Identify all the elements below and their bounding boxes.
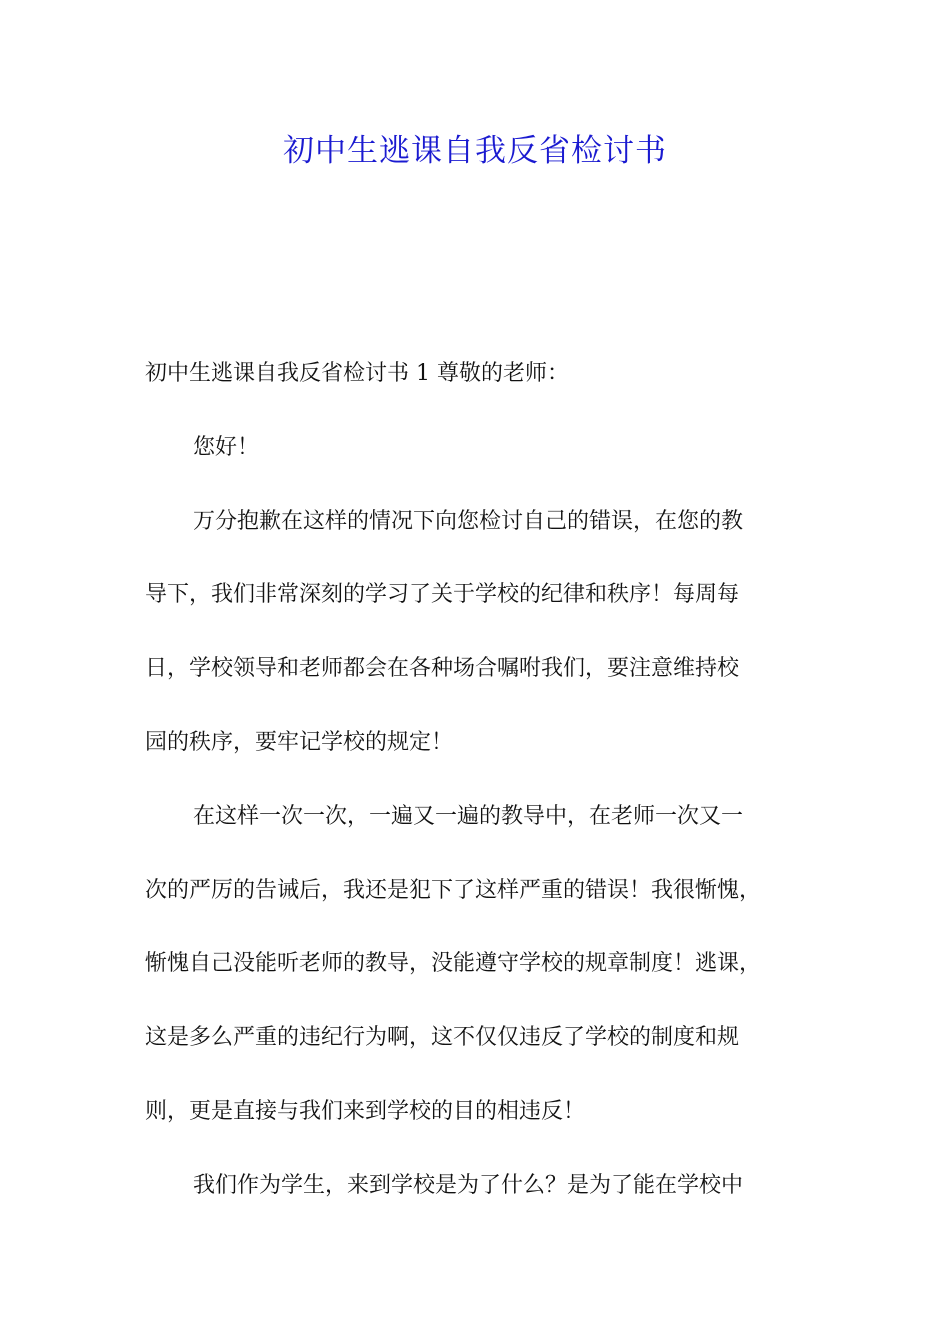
body-line: 导下，我们非常深刻的学习了关于学校的纪律和秩序！每周每 — [145, 582, 740, 608]
body-line: 我们作为学生，来到学校是为了什么？是为了能在学校中 — [193, 1172, 744, 1198]
body-line: 在这样一次一次，一遍又一遍的教导中，在老师一次又一 — [193, 803, 744, 829]
body-line: 惭愧自己没能听老师的教导，没能遵守学校的规章制度！逃课， — [145, 951, 762, 977]
body-line: 则，更是直接与我们来到学校的目的相违反！ — [145, 1098, 586, 1124]
document-title: 初中生逃课自我反省检讨书 — [283, 133, 667, 169]
body-line: 初中生逃课自我反省检讨书 1 尊敬的老师： — [145, 361, 569, 386]
body-line: 万分抱歉在这样的情况下向您检讨自己的错误，在您的教 — [193, 508, 744, 534]
body-line: 园的秩序，要牢记学校的规定！ — [145, 729, 454, 755]
body-line: 这是多么严重的违纪行为啊，这不仅仅违反了学校的制度和规 — [145, 1025, 740, 1051]
body-line: 日，学校领导和老师都会在各种场合嘱咐我们，要注意维持校 — [145, 656, 740, 682]
body-line: 次的严厉的告诫后，我还是犯下了这样严重的错误！我很惭愧， — [145, 877, 762, 903]
greeting-line: 您好！ — [193, 434, 260, 460]
document-body — [145, 337, 810, 1223]
